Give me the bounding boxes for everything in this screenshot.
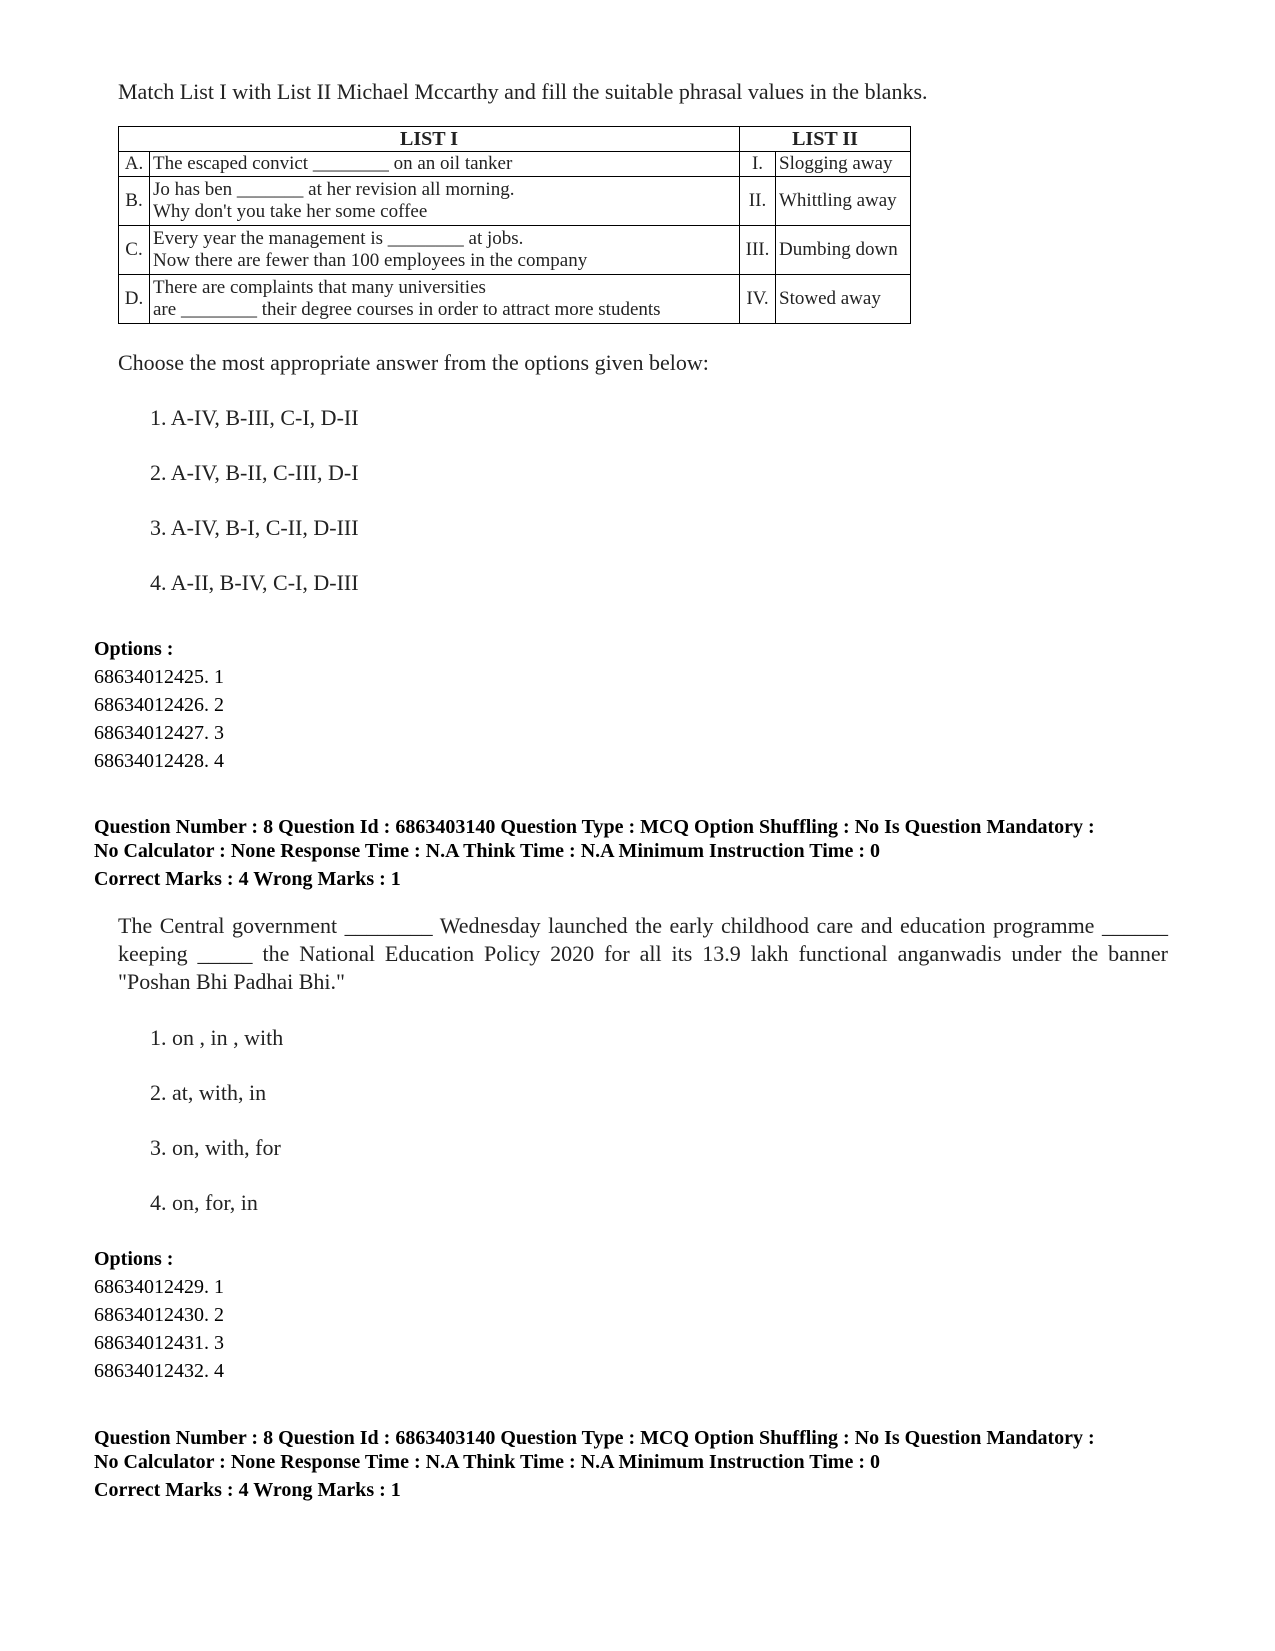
option-item: 68634012425. 1 (94, 666, 224, 688)
option-item: 68634012432. 4 (94, 1360, 224, 1382)
row-rkey: II. (740, 177, 776, 226)
row-rtext: Slogging away (776, 152, 911, 177)
row-key: C. (119, 226, 150, 275)
question-8-header (94, 815, 1194, 891)
answer-item: 3. A-IV, B-I, C-II, D-III (150, 515, 359, 540)
question-meta-line: No Calculator : None Response Time : N.A Think Time : N.A Minimum Instruction Time : 0 (94, 1451, 880, 1473)
option-item: 68634012429. 1 (94, 1276, 224, 1298)
row-key: A. (119, 152, 150, 177)
question-8-paragraph: The Central government ________ Wednesday launched the early childhood care and education programme ______ keeping _____ the National Education Policy 2020 for all its 13.9 lakh functional anganwadis under the banner "Poshan Bhi Padhai Bhi." (118, 913, 1168, 994)
marks-line: Correct Marks : 4 Wrong Marks : 1 (94, 1479, 401, 1501)
table-header-row (119, 127, 911, 152)
row-rtext: Whittling away (776, 177, 911, 226)
option-item: 68634012426. 2 (94, 694, 224, 716)
question-9-header (94, 1426, 1194, 1502)
row-text (150, 177, 740, 226)
answer-item: 4. A-II, B-IV, C-I, D-III (150, 570, 359, 595)
table-row (119, 275, 911, 324)
option-item: 68634012431. 3 (94, 1332, 224, 1354)
answer-item: 1. on , in , with (150, 1025, 284, 1050)
row-text (150, 152, 740, 177)
options-label: Options : (94, 638, 174, 660)
question-7-options (94, 635, 224, 775)
answer-item: 1. A-IV, B-III, C-I, D-II (150, 405, 359, 430)
question-meta-line: No Calculator : None Response Time : N.A Think Time : N.A Minimum Instruction Time : 0 (94, 840, 880, 862)
option-item: 68634012427. 3 (94, 722, 224, 744)
question-meta-line: Question Number : 8 Question Id : 6863403140 Question Type : MCQ Option Shuffling : No Is Question Mandatory : (94, 1427, 1095, 1449)
row-rtext: Dumbing down (776, 226, 911, 275)
row-text (150, 275, 740, 324)
row-rkey: IV. (740, 275, 776, 324)
row-rtext: Stowed away (776, 275, 911, 324)
row-key: D. (119, 275, 150, 324)
row-line: Now there are fewer than 100 employees in the company (153, 250, 588, 271)
question-8-options (94, 1245, 224, 1385)
option-item: 68634012430. 2 (94, 1304, 224, 1326)
row-rkey: I. (740, 152, 776, 177)
marks-line: Correct Marks : 4 Wrong Marks : 1 (94, 868, 401, 890)
answer-list (118, 404, 928, 624)
answer-item: 2. A-IV, B-II, C-III, D-I (150, 460, 359, 485)
option-item: 68634012428. 4 (94, 750, 224, 772)
question-8-image (118, 912, 1168, 1244)
match-table (118, 126, 911, 324)
options-label: Options : (94, 1248, 174, 1270)
row-line: There are complaints that many universities (153, 277, 486, 298)
row-line: are ________ their degree courses in order to attract more students (153, 299, 661, 320)
list1-header: LIST I (119, 127, 740, 152)
table-row (119, 177, 911, 226)
row-key: B. (119, 177, 150, 226)
row-line: Jo has ben _______ at her revision all morning. (153, 179, 515, 200)
question-meta-line: Question Number : 8 Question Id : 6863403140 Question Type : MCQ Option Shuffling : No Is Question Mandatory : (94, 816, 1095, 838)
row-text (150, 226, 740, 275)
question-7-stem: Match List I with List II Michael Mccarthy and fill the suitable phrasal values in the blanks. (118, 79, 928, 104)
answer-list (118, 1024, 1168, 1244)
row-line: Every year the management is ________ at jobs. (153, 228, 524, 249)
row-line: Why don't you take her some coffee (153, 201, 428, 222)
row-line: The escaped convict ________ on an oil tanker (153, 153, 513, 174)
answer-item: 3. on, with, for (150, 1135, 281, 1160)
list2-header: LIST II (740, 127, 911, 152)
choose-instruction: Choose the most appropriate answer from the options given below: (118, 350, 709, 375)
answer-item: 2. at, with, in (150, 1080, 267, 1105)
answer-item: 4. on, for, in (150, 1190, 258, 1215)
table-row (119, 152, 911, 177)
question-7-image (118, 78, 928, 624)
table-row (119, 226, 911, 275)
row-rkey: III. (740, 226, 776, 275)
